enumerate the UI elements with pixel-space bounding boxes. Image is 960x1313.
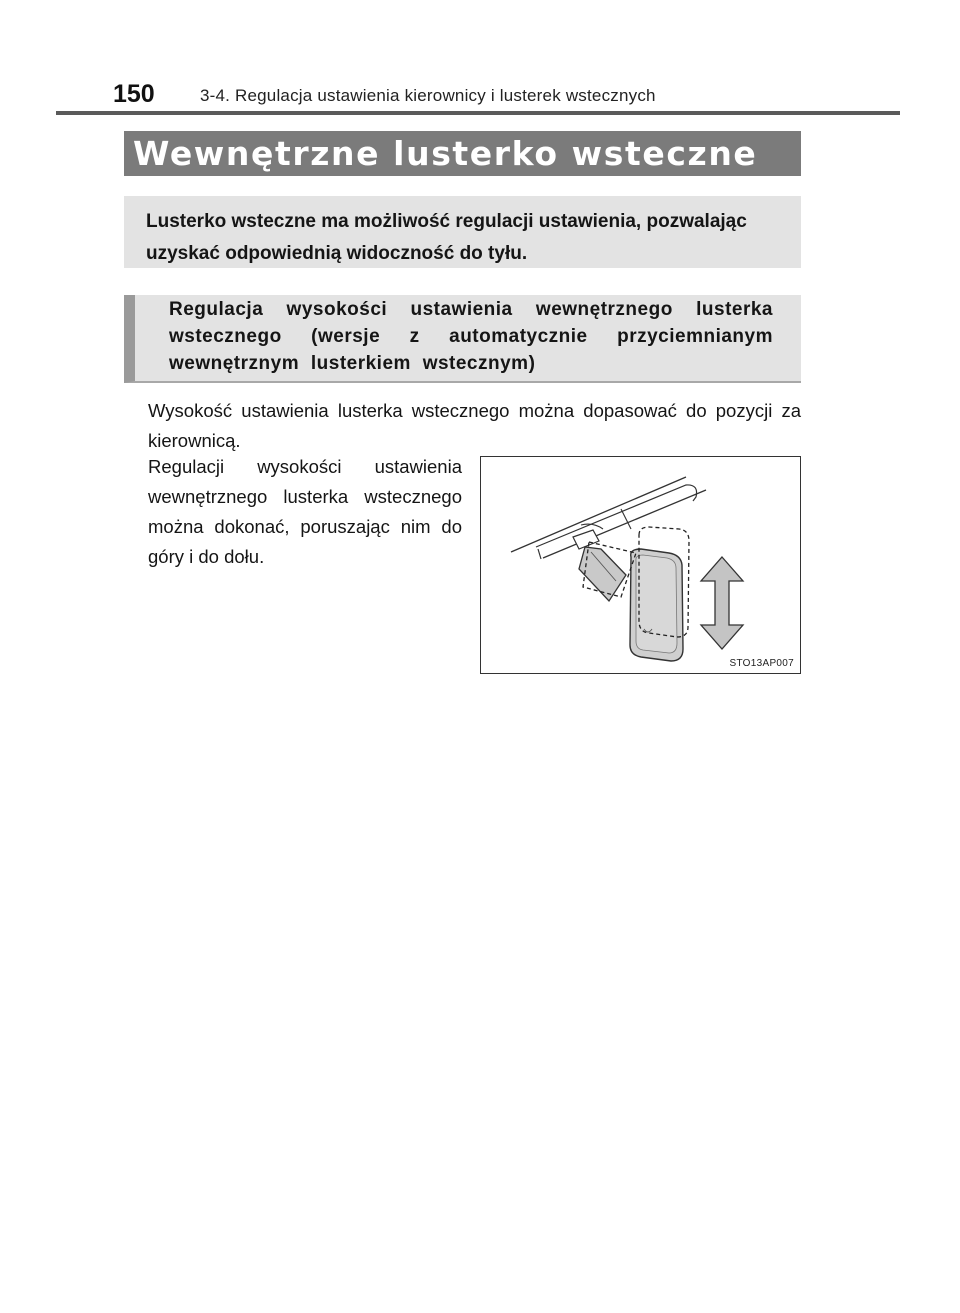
mirror-drawing (481, 457, 799, 672)
page-number: 150 (113, 80, 155, 108)
body-paragraph-2: Regulacji wysokości ustawienia wewnętrznego lusterka wstecznego można dokonać, poruszając nim do góry i do dołu. (148, 456, 462, 567)
section-title-bar (124, 131, 801, 176)
mirror-illustration (480, 456, 801, 674)
intro-box (124, 196, 801, 268)
section-title: Wewnętrzne lusterko wsteczne (133, 134, 758, 173)
body-paragraph-1: Wysokość ustawienia lusterka wstecznego można dopasować do pozycji za kierownicą. (148, 400, 801, 451)
figure-code: STO13AP007 (729, 658, 794, 669)
intro-text: Lusterko wsteczne ma możliwość regulacji ustawienia, pozwalając uzyskać odpowiednią widoczność do tyłu. (146, 211, 747, 264)
subsection-box (124, 295, 801, 383)
chapter-title: 3-4. Regulacja ustawienia kierownicy i lusterek wstecznych (200, 86, 656, 105)
subsection-title: Regulacja wysokości ustawienia wewnętrznego lusterka wstecznego (wersje z automatycznie przyciemnianym wewnętrznym lusterkiem wstecznym) (169, 299, 773, 374)
header-rule (56, 111, 900, 115)
